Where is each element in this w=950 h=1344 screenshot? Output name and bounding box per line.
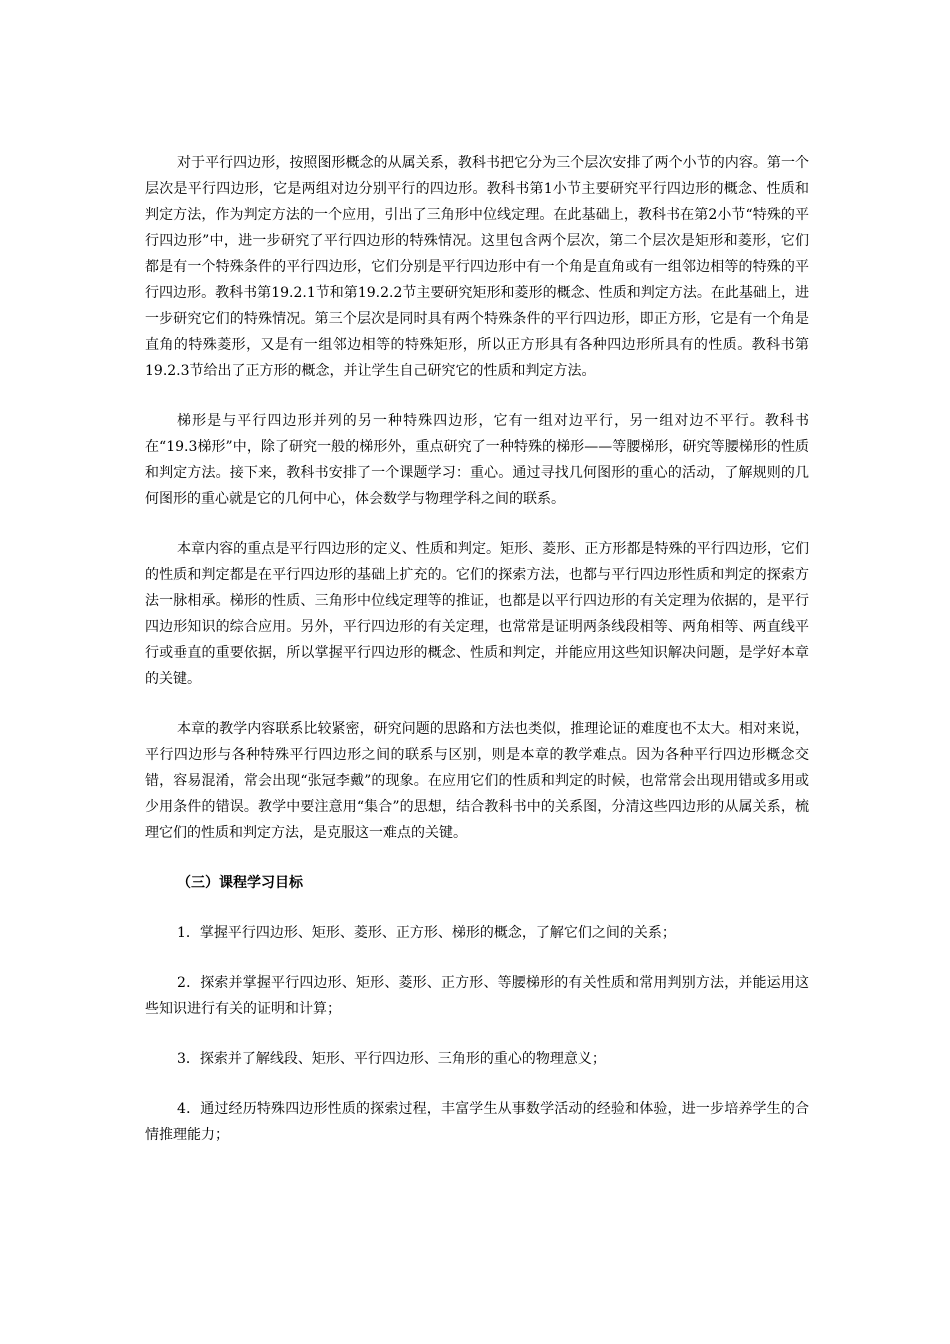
paragraph-trapezoid: 梯形是与平行四边形并列的另一种特殊四边形，它有一组对边平行，另一组对边不平行。教科书在“19.3梯形”中，除了研究一般的梯形外，重点研究了一种特殊的梯形——等腰梯形，研究等腰梯形的性质和判定方法。接下来，教科书安排了一个课题学习：重心。通过寻找几何图形的重心的活动，了解规则的几何图形的重心就是它的几何中心，体会数学与物理学科之间的联系。 [145, 413, 809, 507]
paragraph-chapter-focus: 本章内容的重点是平行四边形的定义、性质和判定。矩形、菱形、正方形都是特殊的平行四边形，它们的性质和判定都是在平行四边形的基础上扩充的。它们的探索方法，也都与平行四边形性质和判定的探索方法一脉相承。梯形的性质、三角形中位线定理等的推证，也都是以平行四边形的有关定理为依据的，是平行四边形知识的综合应用。另外，平行四边形的有关定理，也常常是证明两条线段相等、两角相等、两直线平行或垂直的重要依据，所以掌握平行四边形的概念、性质和判定，并能应用这些知识解决问题，是学好本章的关键。 [145, 541, 809, 687]
section-heading-learning-goals: （三）课程学习目标 [177, 875, 303, 891]
document-body [145, 150, 809, 1172]
paragraph-parallelogram-levels: 对于平行四边形，按照图形概念的从属关系，教科书把它分为三个层次安排了两个小节的内容。第一个层次是平行四边形，它是两组对边分别平行的四边形。教科书第1小节主要研究平行四边形的概念、性质和判定方法，作为判定方法的一个应用，引出了三角形中位线定理。在此基础上，教科书在第2小节“特殊的平行四边形”中，进一步研究了平行四边形的特殊情况。这里包含两个层次，第二个层次是矩形和菱形，它们都是有一个特殊条件的平行四边形，它们分别是平行四边形中有一个角是直角或有一组邻边相等的特殊的平行四边形。教科书第19.2.1节和第19.2.2节主要研究矩形和菱形的概念、性质和判定方法。在此基础上，进一步研究它们的特殊情况。第三个层次是同时具有两个特殊条件的平行四边形，即正方形，它是有一个角是直角的特殊菱形，又是有一组邻边相等的特殊矩形，所以正方形具有各种四边形所具有的性质。教科书第19.2.3节给出了正方形的概念，并让学生自己研究它的性质和判定方法。 [145, 155, 809, 379]
goal-item-2: 2．探索并掌握平行四边形、矩形、菱形、正方形、等腰梯形的有关性质和常用判别方法，并能运用这些知识进行有关的证明和计算； [145, 975, 809, 1017]
goal-item-3: 3．探索并了解线段、矩形、平行四边形、三角形的重心的物理意义； [177, 1051, 606, 1067]
paragraph-chapter-difficulty: 本章的教学内容联系比较紧密，研究问题的思路和方法也类似，推理论证的难度也不太大。相对来说，平行四边形与各种特殊平行四边形之间的联系与区别，则是本章的教学难点。因为各种平行四边形概念交错，容易混淆，常会出现“张冠李戴”的现象。在应用它们的性质和判定的时候，也常常会出现用错或多用或少用条件的错误。教学中要注意用“集合”的思想，结合教科书中的关系图，分清这些四边形的从属关系，梳理它们的性质和判定方法，是克服这一难点的关键。 [145, 721, 809, 841]
goal-item-4: 4．通过经历特殊四边形性质的探索过程，丰富学生从事数学活动的经验和体验，进一步培养学生的合情推理能力； [145, 1101, 809, 1143]
goal-item-1: 1．掌握平行四边形、矩形、菱形、正方形、梯形的概念，了解它们之间的关系； [177, 925, 676, 941]
